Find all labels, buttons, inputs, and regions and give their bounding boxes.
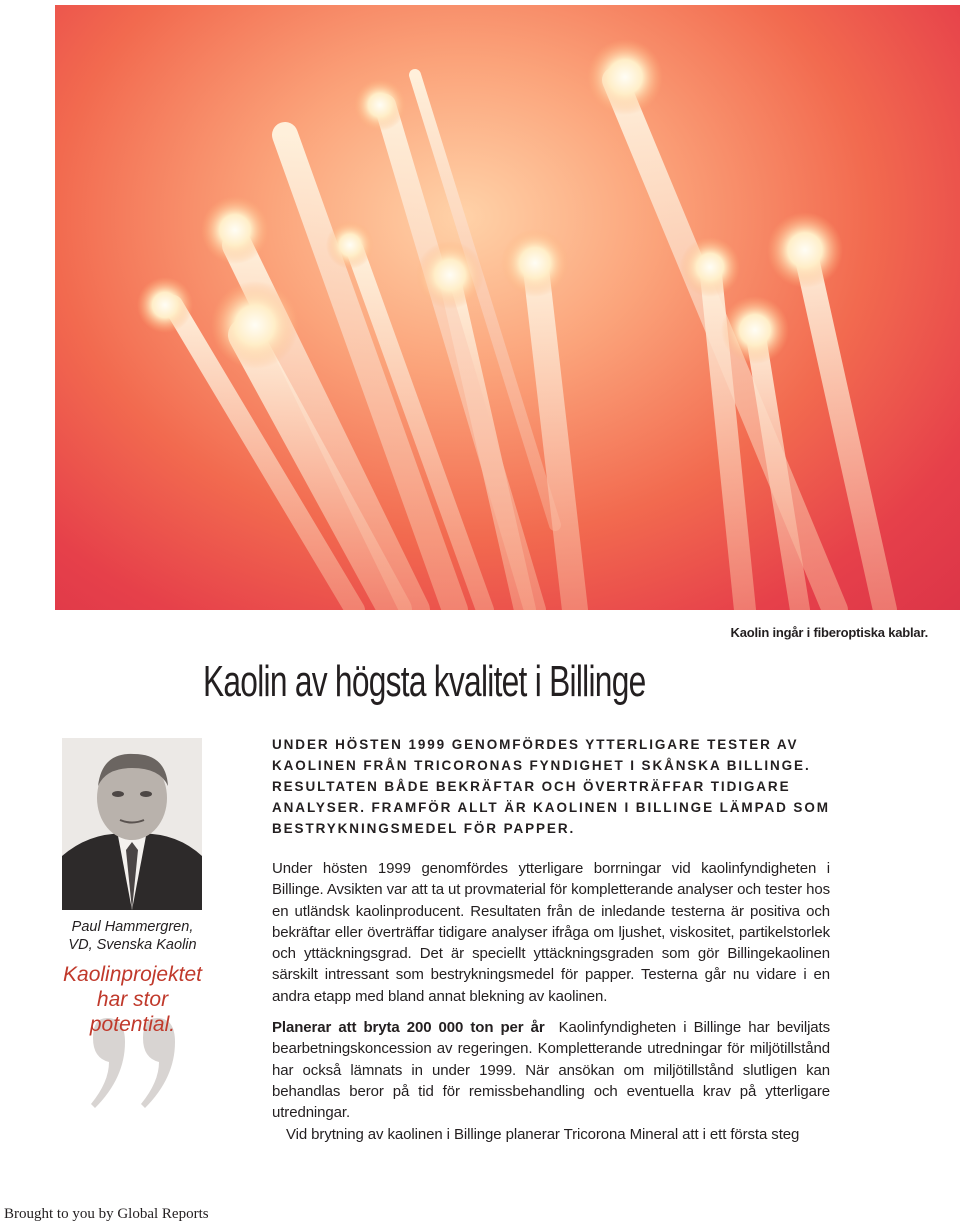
footer-credit: Brought to you by Global Reports xyxy=(4,1206,209,1222)
portrait-name: Paul Hammergren, xyxy=(71,919,194,935)
body-paragraph-2 xyxy=(272,1017,830,1123)
body-paragraph-3: Vid brytning av kaolinen i Billinge planerar Tricorona Mineral att i ett första steg xyxy=(286,1125,800,1143)
subheading: Planerar att bryta 200 000 ton per år xyxy=(272,1019,545,1037)
lead-paragraph: UNDER HÖSTEN 1999 GENOMFÖRDES YTTERLIGARE TESTER AV KAOLINEN FRÅN TRICORONAS FYNDIGHET I SKÅNSKA BILLINGE. RESULTATEN BÅDE BEKRÄFTAR OCH ÖVERTRÄFFAR TIDIGARE ANALYSER. FRAMFÖR ALLT ÄR KAOLINEN I BILLINGE LÄMPAD SOM BESTRYKNINGSMEDEL FÖR PAPPER. xyxy=(272,737,830,836)
photo-caption: Kaolin ingår i fiberoptiska kablar. xyxy=(730,625,928,640)
portrait-photo xyxy=(62,738,202,910)
article-body xyxy=(272,858,830,1145)
pull-quote: Kaolinprojektet har stor potential. xyxy=(63,963,202,1036)
body-paragraph-1: Under hösten 1999 genomfördes ytterligare borrningar vid kaolinfyndigheten i Billinge. Avsikten var att ta ut provmaterial för kompletterande analyser och tester hos en utländsk kaolinproducent. Resultaten från de inledande testerna är positiva och bekräftar eller överträffar tidigare analyser ifråga om ljushet, viskositet, partikelstorlek och yttäckningsgrad. Det är speciellt yttäckningsgraden som gör Billingekaolinen särskilt intressant som bestrykningsmedel för papper. Testerna går nu vidare i en andra etapp med bland annat blekning av kaolinen. xyxy=(272,860,830,1005)
portrait-title: VD, Svenska Kaolin xyxy=(68,937,197,953)
portrait-caption xyxy=(55,918,210,954)
headline: Kaolin av högsta kvalitet i Billinge xyxy=(203,657,646,707)
body-paragraph-2-text: Kaolinfyndigheten i Billinge har beviljats bearbetningskoncession av regeringen. Kompletterande utredningar för miljötillstånd har också lämnats in under 1999. När ansökan om miljötillstånd slutligen kan behandlas beror på tid för remissbehandling och eventuella krav på ytterligare utredningar. xyxy=(272,1019,831,1122)
fiber-optic-photo xyxy=(55,5,960,610)
fiber-optic-illustration xyxy=(55,5,960,610)
